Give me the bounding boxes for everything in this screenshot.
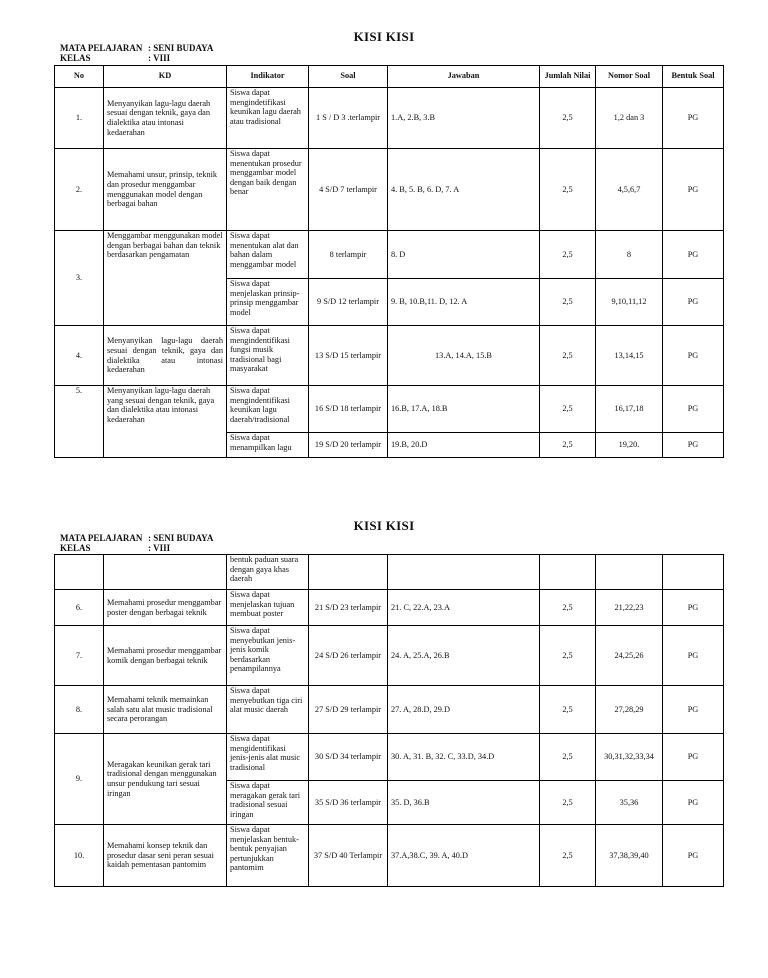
table-row <box>55 734 724 781</box>
row-indikator: Siswa dapat meragakan gerak tari tradisional sesuai iringan <box>227 781 309 825</box>
row-bentuk: PG <box>663 626 724 686</box>
row-bentuk: PG <box>663 386 724 433</box>
row-indikator: Siswa dapat menjelaskan prinsip-prinsip menggambar model <box>227 279 309 326</box>
table-row <box>55 231 724 279</box>
page-title: KISI KISI <box>353 518 415 533</box>
row-no: 7. <box>55 626 104 686</box>
row-jawaban: 16.B, 17.A, 18.B <box>388 386 540 433</box>
row-nilai: 2,5 <box>540 590 596 626</box>
row-kd: Memahami prosedur menggambar komik dengan berbagai teknik <box>104 626 227 686</box>
row-nomor: 35,36 <box>596 781 663 825</box>
row-jawaban: 19.B, 20.D <box>388 433 540 458</box>
row-soal: 8 terlampir <box>309 231 388 279</box>
row-nomor: 21,22,23 <box>596 590 663 626</box>
row-nomor: 37,38,39,40 <box>596 825 663 887</box>
row-indikator: Siswa dapat menyebutkan tiga ciri alat music daerah <box>227 686 309 734</box>
row-jawaban: 9. B, 10.B,11. D, 12. A <box>388 279 540 326</box>
row-nomor: 24,25,26 <box>596 626 663 686</box>
row-indikator: Siswa dapat menentukan alat dan bahan dalam menggambar model <box>227 231 309 279</box>
row-jawaban: 27. A, 28.D, 29.D <box>388 686 540 734</box>
row-indikator: Siswa dapat menyebutkan jenis-jenis komik berdasarkan penampilannya <box>227 626 309 686</box>
row-nilai: 2,5 <box>540 734 596 781</box>
row-indikator: Siswa dapat mengindentifikasi fungsi musik tradisional bagi masyarakat <box>227 326 309 386</box>
header-no: No <box>55 66 104 88</box>
row-bentuk: PG <box>663 326 724 386</box>
row-nilai: 2,5 <box>540 781 596 825</box>
row-nilai: 2,5 <box>540 279 596 326</box>
row-nilai: 2,5 <box>540 386 596 433</box>
document-meta <box>60 533 213 553</box>
row-kd: Memahami konsep teknik dan prosedur dasar seni peran sesuai kaidah pementasan pantomim <box>104 825 227 887</box>
row-no: 10. <box>55 825 104 887</box>
row-nilai: 2,5 <box>540 149 596 231</box>
row-no: 9. <box>55 734 104 825</box>
row-indikator: bentuk paduan suara dengan gaya khas daerah <box>227 555 309 590</box>
row-nilai: 2,5 <box>540 231 596 279</box>
subject-value: : SENI BUDAYA <box>148 43 214 53</box>
row-no: 8. <box>55 686 104 734</box>
subject-label: MATA PELAJARAN <box>60 43 143 53</box>
row-bentuk: PG <box>663 734 724 781</box>
row-nomor: 16,17,18 <box>596 386 663 433</box>
table-row <box>55 326 724 386</box>
row-soal: 30 S/D 34 terlampir <box>309 734 388 781</box>
row-kd: Menyanyikan lagu-lagu daerah yang sesuai dengan teknik, gaya dan dialektika atau intonasi kedaerahan <box>104 386 227 458</box>
table-row <box>55 149 724 231</box>
document-meta <box>60 43 213 63</box>
row-soal: 4 S/D 7 terlampir <box>309 149 388 231</box>
row-indikator: Siswa dapat menjelaskan tujuan membuat poster <box>227 590 309 626</box>
row-bentuk: PG <box>663 781 724 825</box>
row-soal: 24 S/D 26 terlampir <box>309 626 388 686</box>
header-indikator: Indikator <box>227 66 309 88</box>
row-indikator: Siswa dapat mengindentifikasi keunikan lagu daerah/tradisional <box>227 386 309 433</box>
row-kd: Menyanyikan lagu-lagu daerah sesuai dengan teknik, gaya dan dialektika atau intonasi kedaerahan <box>104 88 227 149</box>
row-nomor: 30,31,32,33,34 <box>596 734 663 781</box>
row-bentuk: PG <box>663 433 724 458</box>
row-jawaban: 1.A, 2.B, 3.B <box>388 88 540 149</box>
header-soal: Soal <box>309 66 388 88</box>
row-bentuk: PG <box>663 590 724 626</box>
row-indikator: Siswa dapat menjelaskan bentuk-bentuk penyajian pertunjukkan pantomim <box>227 825 309 887</box>
row-bentuk: PG <box>663 279 724 326</box>
row-kd: Memahami teknik memainkan salah satu alat music tradisional secara perorangan <box>104 686 227 734</box>
row-no: 5. <box>55 386 104 458</box>
row-kd: Meragakan keunikan gerak tari tradisional dengan menggunakan unsur pendukung tari sesuai iringan <box>104 734 227 825</box>
row-nilai: 2,5 <box>540 326 596 386</box>
row-nilai: 2,5 <box>540 433 596 458</box>
class-label: KELAS <box>60 543 91 553</box>
row-nomor: 9,10,11,12 <box>596 279 663 326</box>
class-label: KELAS <box>60 53 91 63</box>
row-soal: 27 S/D 29 terlampir <box>309 686 388 734</box>
row-jawaban: 13.A, 14.A, 15.B <box>388 326 540 386</box>
table-row <box>55 88 724 149</box>
page-title: KISI KISI <box>353 29 415 44</box>
header-nomor-soal: Nomor Soal <box>596 66 663 88</box>
subject-label: MATA PELAJARAN <box>60 533 143 543</box>
row-nilai: 2,5 <box>540 825 596 887</box>
table-row <box>55 555 724 590</box>
row-no: 2. <box>55 149 104 231</box>
row-bentuk: PG <box>663 88 724 149</box>
table-row <box>55 386 724 433</box>
header-bentuk-soal: Bentuk Soal <box>663 66 724 88</box>
class-value: : VIII <box>148 543 171 553</box>
row-bentuk: PG <box>663 231 724 279</box>
row-no: 1. <box>55 88 104 149</box>
row-no: 3. <box>55 231 104 326</box>
row-no: 6. <box>55 590 104 626</box>
row-soal: 16 S/D 18 terlampir <box>309 386 388 433</box>
row-soal: 35 S/D 36 terlampir <box>309 781 388 825</box>
row-bentuk: PG <box>663 686 724 734</box>
row-indikator: Siswa dapat mengindetifikasi keunikan lagu daerah atau tradisional <box>227 88 309 149</box>
class-value: : VIII <box>148 53 171 63</box>
row-bentuk: PG <box>663 149 724 231</box>
row-soal: 19 S/D 20 terlampir <box>309 433 388 458</box>
row-jawaban: 30. A, 31. B, 32. C, 33.D, 34.D <box>388 734 540 781</box>
row-indikator: Siswa dapat menampilkan lagu <box>227 433 309 458</box>
grid-table-page-1 <box>54 65 724 458</box>
row-jawaban: 24. A, 25.A, 26.B <box>388 626 540 686</box>
row-jawaban: 21. C, 22.A, 23.A <box>388 590 540 626</box>
row-nomor: 19,20. <box>596 433 663 458</box>
header-kd: KD <box>104 66 227 88</box>
row-soal: 37 S/D 40 Terlampir <box>309 825 388 887</box>
row-soal: 9 S/D 12 terlampir <box>309 279 388 326</box>
row-bentuk: PG <box>663 825 724 887</box>
row-indikator: Siswa dapat menentukan prosedur menggambar model dengan baik dengan benar <box>227 149 309 231</box>
header-jawaban: Jawaban <box>388 66 540 88</box>
row-no: 4. <box>55 326 104 386</box>
row-nilai: 2,5 <box>540 88 596 149</box>
table-row <box>55 686 724 734</box>
row-nomor: 4,5,6,7 <box>596 149 663 231</box>
row-nomor: 27,28,29 <box>596 686 663 734</box>
row-soal: 1 S / D 3 .terlampir <box>309 88 388 149</box>
row-kd: Memahami prosedur menggambar poster dengan berbagai teknik <box>104 590 227 626</box>
row-kd: Menggambar menggunakan model dengan berbagai bahan dan teknik berdasarkan pengamatan <box>104 231 227 326</box>
table-row <box>55 590 724 626</box>
row-soal: 13 S/D 15 terlampir <box>309 326 388 386</box>
row-kd: Memahami unsur, prinsip, teknik dan prosedur menggambar menggunakan model dengan berbagai bahan <box>104 149 227 231</box>
table-row <box>55 626 724 686</box>
row-jawaban: 8. D <box>388 231 540 279</box>
row-jawaban: 4. B, 5. B, 6. D, 7. A <box>388 149 540 231</box>
row-jawaban: 35. D, 36.B <box>388 781 540 825</box>
table-header-row <box>55 66 724 88</box>
row-nomor: 8 <box>596 231 663 279</box>
row-indikator: Siswa dapat mengidentifikasi jenis-jenis alat music tradisional <box>227 734 309 781</box>
table-row <box>55 825 724 887</box>
header-jumlah-nilai: Jumlah Nilai <box>540 66 596 88</box>
row-soal: 21 S/D 23 terlampir <box>309 590 388 626</box>
row-nomor: 13,14,15 <box>596 326 663 386</box>
row-kd: Menyanyikan lagu-lagu daerah sesuai dengan teknik, gaya dan dialektika atau intonasi kedaerahan <box>104 326 227 386</box>
row-nilai: 2,5 <box>540 626 596 686</box>
grid-table-page-2 <box>54 554 724 887</box>
row-nomor: 1,2 dan 3 <box>596 88 663 149</box>
subject-value: : SENI BUDAYA <box>148 533 214 543</box>
row-nilai: 2,5 <box>540 686 596 734</box>
row-jawaban: 37.A,38.C, 39. A, 40.D <box>388 825 540 887</box>
